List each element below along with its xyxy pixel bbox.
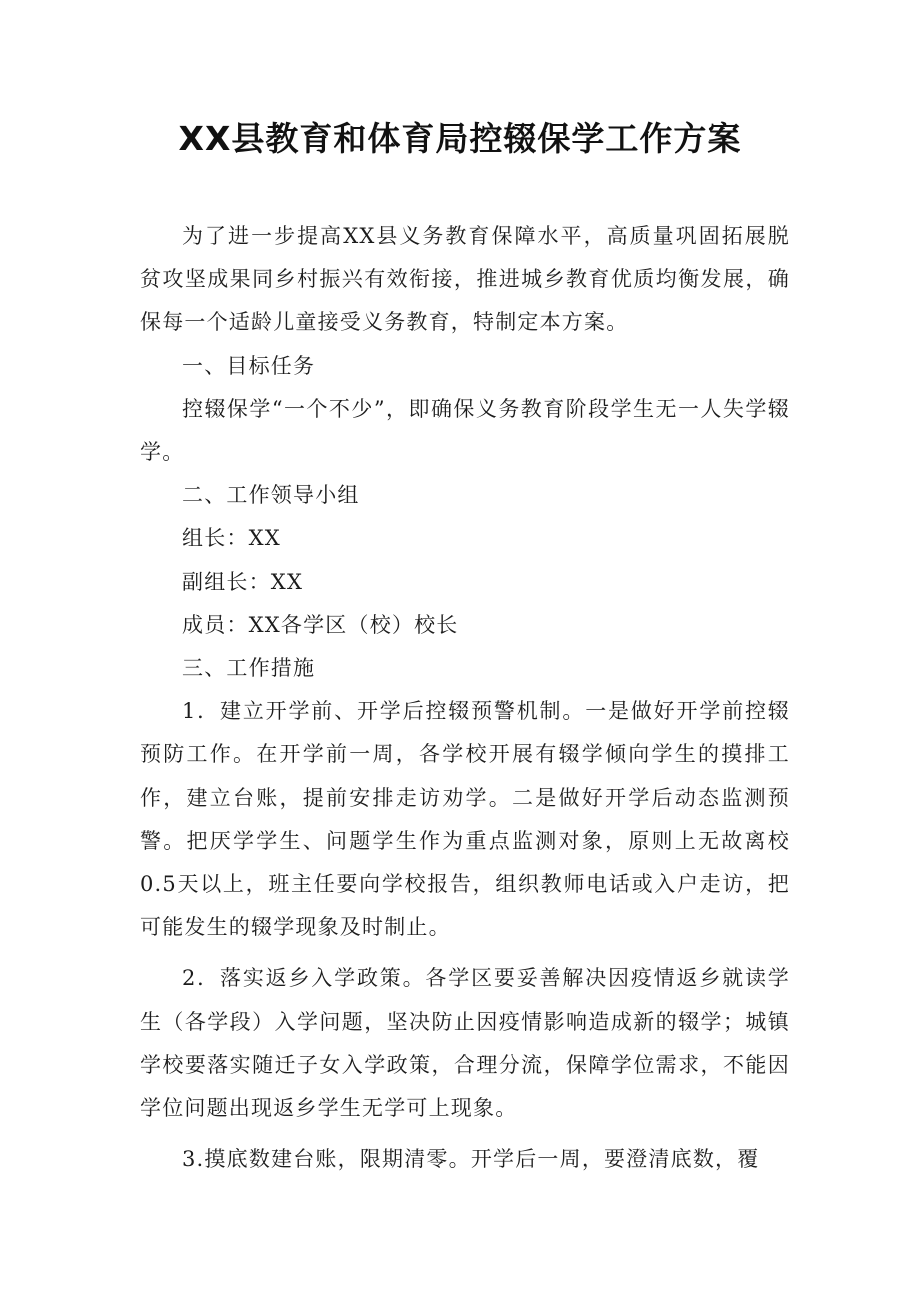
measure-3-paragraph: 3.摸底数建台账，限期清零。开学后一周，要澄清底数，覆 [182,1147,760,1172]
paragraph-intro: 为了进一步提高XX县义务教育保障水平，高质量巩固拓展脱贫攻坚成果同乡村振兴有效衔接，推进城乡教育优质均衡发展，确保每一个适龄儿童接受义务教育，特制定本方案。 [140,224,790,335]
document-body [140,215,790,1181]
heading-leadership-group: 二、工作领导小组 [182,483,360,508]
document-title: XX县教育和体育局控辍保学工作方案 [178,119,742,158]
leader-line: 组长：XX [182,526,281,551]
deputy-leader-line: 副组长：XX [182,569,304,594]
measure-1-paragraph: 1．建立开学前、开学后控辍预警机制。一是做好开学前控辍预防工作。在开学前一周，各学校开展有辍学倾向学生的摸排工作，建立台账，提前安排走访劝学。二是做好开学后动态监测预警。把厌学学生、问题学生作为重点监测对象，原则上无故离校0.5天以上，班主任要向学校报告，组织教师电话或入户走访，把可能发生的辍学现象及时制止。 [140,699,790,940]
heading-measures: 三、工作措施 [182,656,316,681]
measure-2-paragraph: 2．落实返乡入学政策。各学区要妥善解决因疫情返乡就读学生（各学段）入学问题，坚决防止因疫情影响造成新的辍学；城镇学校要落实随迁子女入学政策，合理分流，保障学位需求，不能因学位问题出现返乡学生无学可上现象。 [140,966,790,1121]
members-line: 成员：XX各学区（校）校长 [182,612,459,637]
paragraph-goal: 控辍保学“一个不少”，即确保义务教育阶段学生无一人失学辍学。 [140,396,790,465]
heading-goal-task: 一、目标任务 [182,353,316,378]
